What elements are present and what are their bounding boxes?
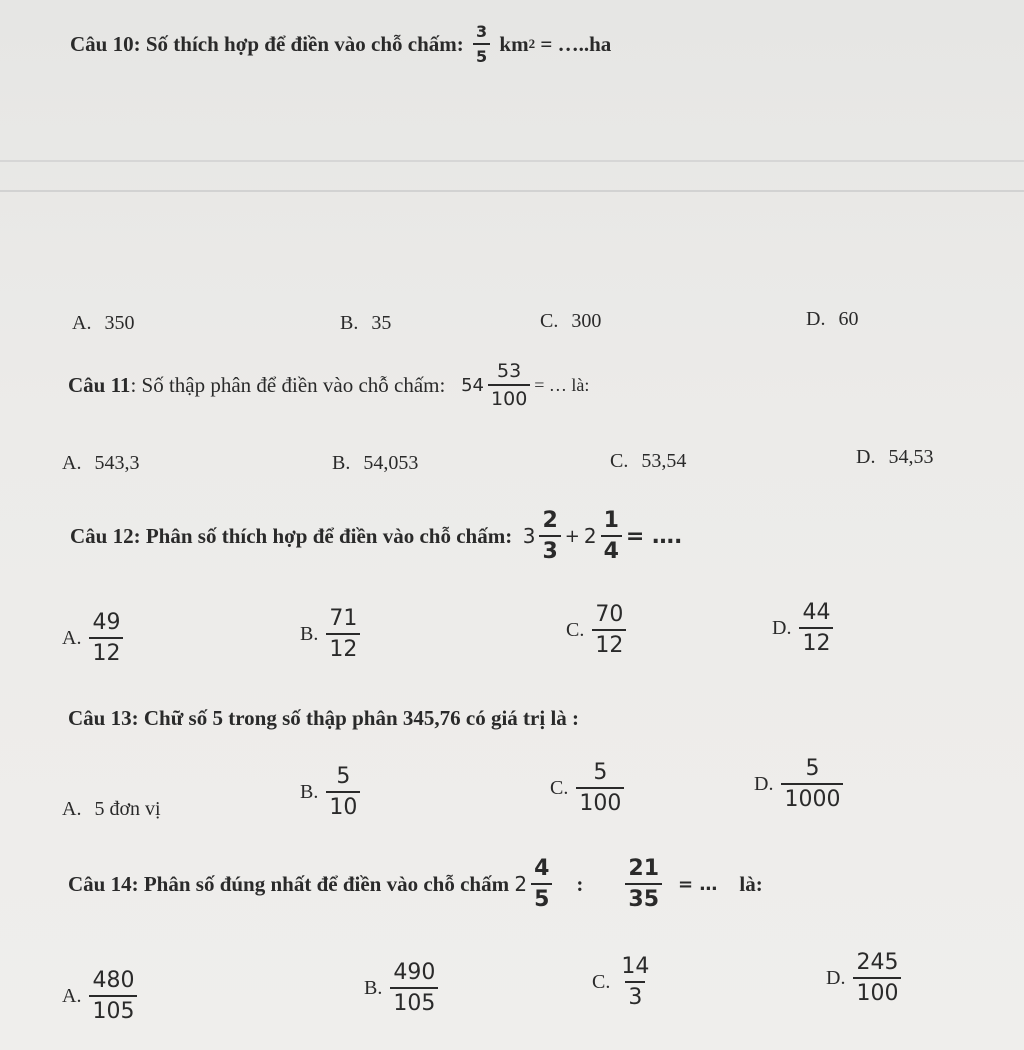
q14-frac1-den: 5 <box>531 883 552 912</box>
frac-num: 14 <box>621 954 650 979</box>
q14-option-a[interactable] <box>62 968 141 1024</box>
q11-text: : Số thập phân để điền vào chỗ chấm: <box>130 372 446 397</box>
q10-text: Số thích hợp để điền vào chỗ chấm: <box>145 31 464 56</box>
option-letter: C. <box>610 450 629 472</box>
option-letter: D. <box>772 616 792 639</box>
q10-option-a[interactable] <box>72 312 134 335</box>
q11-whole: 54 <box>461 374 485 396</box>
option-letter: D. <box>826 966 846 989</box>
q13-option-c[interactable] <box>550 760 628 816</box>
q14-tail: là: <box>739 871 763 896</box>
option-value: 5 đơn vị <box>94 798 161 820</box>
q13-text: Chữ số 5 trong số thập phân 345,76 có giá trị là : <box>143 706 580 730</box>
divider-line <box>0 190 1024 192</box>
frac-den: 105 <box>89 995 137 1024</box>
q14-frac2-den: 35 <box>625 883 662 912</box>
q11-option-a[interactable] <box>62 452 139 475</box>
option-value: 543,3 <box>94 452 140 474</box>
q14-colon: : <box>576 871 584 896</box>
q14-fraction-1 <box>531 856 552 912</box>
q10-frac-num: 3 <box>476 22 488 41</box>
q10-unit: km <box>499 31 529 56</box>
option-value: 53,54 <box>641 450 687 472</box>
frac-den: 1000 <box>781 783 843 812</box>
q12-whole-1: 3 <box>522 524 536 548</box>
frac-num: 71 <box>329 606 358 631</box>
option-value: 350 <box>104 312 135 334</box>
q12-frac2-num: 1 <box>603 508 619 533</box>
option-letter: B. <box>300 622 319 645</box>
option-letter: B. <box>300 780 319 803</box>
q13-option-d[interactable] <box>754 756 847 812</box>
q11-frac-num: 53 <box>497 360 522 382</box>
frac-num: 5 <box>805 756 820 781</box>
frac-den: 12 <box>326 633 360 662</box>
q12-statement <box>70 508 682 564</box>
frac-num: 490 <box>393 960 436 985</box>
q14-option-b[interactable] <box>364 960 442 1016</box>
frac-den: 3 <box>625 981 645 1010</box>
q12-eq: = …. <box>625 523 683 549</box>
q10-statement <box>70 22 611 66</box>
q14-frac2-num: 21 <box>628 856 660 881</box>
q13-option-b[interactable] <box>300 764 364 820</box>
q12-option-b[interactable] <box>300 606 364 662</box>
frac-den: 12 <box>799 627 833 656</box>
q11-option-d[interactable] <box>856 446 933 469</box>
frac-num: 245 <box>856 950 899 975</box>
q10-fraction <box>473 22 490 66</box>
q12-frac1-num: 2 <box>542 508 558 533</box>
option-fraction <box>592 602 626 658</box>
frac-den: 105 <box>390 987 438 1016</box>
q11-frac-den: 100 <box>488 384 530 410</box>
q12-option-d[interactable] <box>772 600 837 656</box>
frac-den: 100 <box>853 977 901 1006</box>
option-fraction <box>326 606 360 662</box>
q12-label: Câu 12: <box>70 523 141 548</box>
q12-option-c[interactable] <box>566 602 630 658</box>
option-value: 54,53 <box>888 446 934 468</box>
frac-num: 70 <box>595 602 624 627</box>
q11-option-c[interactable] <box>610 450 686 473</box>
q14-option-c[interactable] <box>592 954 656 1010</box>
option-fraction <box>576 760 624 816</box>
q10-option-b[interactable] <box>340 312 391 335</box>
option-letter: D. <box>856 446 876 468</box>
option-letter: A. <box>62 984 82 1007</box>
frac-num: 44 <box>802 600 831 625</box>
q12-text: Phân số thích hợp để điền vào chỗ chấm: <box>145 523 513 548</box>
q12-plus: + <box>564 525 580 547</box>
option-letter: D. <box>806 308 826 330</box>
option-letter: C. <box>566 618 585 641</box>
option-value: 300 <box>571 310 602 332</box>
q12-frac1-den: 3 <box>539 535 560 564</box>
q14-eq: = … <box>678 873 718 895</box>
option-fraction <box>618 954 652 1010</box>
q13-option-a[interactable] <box>62 798 161 821</box>
q10-eq: = …..ha <box>540 31 612 56</box>
option-fraction <box>89 610 123 666</box>
option-letter: B. <box>364 976 383 999</box>
option-fraction <box>326 764 360 820</box>
option-letter: C. <box>540 310 559 332</box>
q12-frac2-den: 4 <box>601 535 622 564</box>
q14-text: Phân số đúng nhất để điền vào chỗ chấm <box>143 871 510 896</box>
option-value: 35 <box>371 312 392 334</box>
option-fraction <box>781 756 843 812</box>
q12-whole-2: 2 <box>583 524 597 548</box>
divider-line <box>0 160 1024 162</box>
frac-den: 10 <box>326 791 360 820</box>
q14-statement <box>68 856 763 912</box>
q13-statement <box>68 706 579 731</box>
option-letter: B. <box>340 312 359 334</box>
option-fraction <box>799 600 833 656</box>
option-letter: C. <box>550 776 569 799</box>
option-value: 54,053 <box>363 452 419 474</box>
q14-option-d[interactable] <box>826 950 905 1006</box>
q14-whole-1: 2 <box>514 872 528 896</box>
option-letter: C. <box>592 970 611 993</box>
option-letter: A. <box>62 452 82 474</box>
q10-option-c[interactable] <box>540 310 601 333</box>
q10-option-d[interactable] <box>806 308 858 331</box>
frac-den: 100 <box>576 787 624 816</box>
option-letter: D. <box>754 772 774 795</box>
option-letter: B. <box>332 452 351 474</box>
q14-label: Câu 14: <box>68 871 139 896</box>
q12-option-a[interactable] <box>62 610 127 666</box>
q10-frac-den: 5 <box>473 43 490 66</box>
option-fraction <box>853 950 901 1006</box>
frac-num: 49 <box>92 610 121 635</box>
q11-statement <box>68 360 589 410</box>
q11-eq: = … là: <box>534 374 590 395</box>
frac-num: 480 <box>92 968 135 993</box>
q12-fraction-2 <box>601 508 622 564</box>
option-fraction <box>89 968 137 1024</box>
q10-label: Câu 10: <box>70 31 141 56</box>
option-letter: A. <box>62 626 82 649</box>
q14-frac1-num: 4 <box>534 856 550 881</box>
option-letter: A. <box>72 312 92 334</box>
frac-den: 12 <box>89 637 123 666</box>
option-value: 60 <box>838 308 859 330</box>
frac-den: 12 <box>592 629 626 658</box>
q11-option-b[interactable] <box>332 452 418 475</box>
q11-fraction <box>488 360 530 410</box>
frac-num: 5 <box>336 764 351 789</box>
q12-fraction-1 <box>539 508 560 564</box>
option-letter: A. <box>62 798 82 820</box>
q14-fraction-2 <box>625 856 662 912</box>
q10-exp: 2 <box>528 36 536 51</box>
q13-label: Câu 13: <box>68 706 139 730</box>
frac-num: 5 <box>593 760 608 785</box>
q11-label: Câu 11 <box>68 372 131 397</box>
option-fraction <box>390 960 438 1016</box>
